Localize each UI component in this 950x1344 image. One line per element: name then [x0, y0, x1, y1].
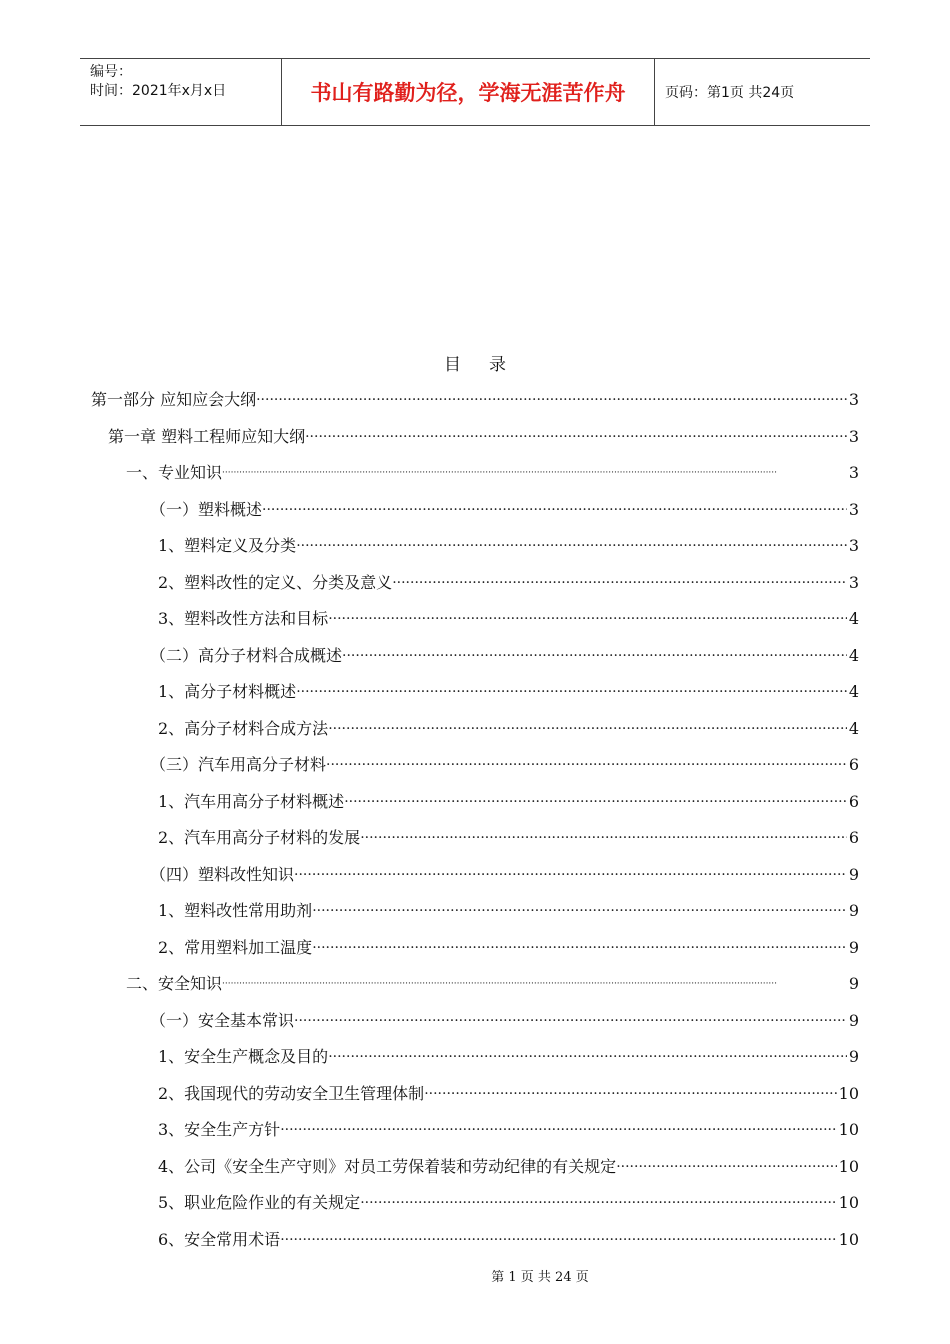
toc-leader-dots — [328, 608, 847, 630]
toc-leader-dots — [305, 426, 847, 448]
toc-leader-dots — [312, 900, 847, 922]
toc-entry-page: 10 — [838, 1193, 859, 1212]
toc-leader-dots — [342, 645, 847, 667]
toc-entry-page: 9 — [848, 864, 859, 884]
toc-entry-page: 3 — [848, 426, 859, 446]
toc-leader-dots — [360, 1192, 836, 1214]
toc-entry-page: 6 — [848, 828, 859, 847]
header-meta — [80, 59, 281, 125]
toc-entry-title: 一、专业知识 — [126, 463, 223, 482]
toc-entry[interactable] — [91, 381, 859, 411]
toc-leader-dots — [326, 754, 847, 776]
toc-leader-dots — [296, 535, 847, 557]
document-header — [80, 58, 870, 126]
toc-entry-title: 3、塑料改性方法和目标 — [158, 609, 329, 628]
toc-entry[interactable] — [158, 673, 859, 703]
toc-leader-dots — [262, 499, 847, 521]
toc-leader-dots — [328, 718, 847, 740]
toc-entry-title: 1、安全生产概念及目的 — [158, 1047, 329, 1066]
toc-entry-page: 9 — [848, 901, 859, 920]
toc-entry[interactable] — [158, 1221, 859, 1251]
header-motto: 书山有路勤为径，学海无涯苦作舟 — [281, 59, 655, 125]
toc-entry-title: 2、我国现代的劳动安全卫生管理体制 — [158, 1083, 425, 1103]
toc-leader-dots — [256, 389, 847, 411]
toc-entry[interactable] — [108, 418, 859, 448]
toc-entry[interactable] — [158, 564, 859, 594]
toc-entry[interactable] — [158, 783, 859, 813]
toc-entry-page: 3 — [848, 463, 859, 482]
toc-entry-page: 10 — [838, 1083, 859, 1103]
toc-entry-title: （三）汽车用高分子材料 — [150, 755, 327, 774]
toc-leader-dots — [616, 1156, 836, 1178]
header-page-info: 页码：第1页 共24页 — [665, 85, 795, 101]
toc-entry-title: （四）塑料改性知识 — [150, 864, 295, 884]
toc-entry[interactable] — [150, 1002, 859, 1032]
toc-leader-dots — [328, 1046, 847, 1068]
toc-entry-title: 2、汽车用高分子材料的发展 — [158, 828, 361, 847]
toc-leader-dots — [280, 1119, 836, 1141]
toc-title: 目录 — [444, 355, 534, 375]
toc-entry-page: 6 — [848, 755, 859, 774]
page-footer: 第 1 页 共 24 页 — [491, 1270, 589, 1285]
toc-entry-page: 10 — [838, 1229, 859, 1249]
toc-entry[interactable] — [158, 1038, 859, 1068]
toc-entry-title: 1、汽车用高分子材料概述 — [158, 791, 345, 811]
toc-entry-title: （一）安全基本常识 — [150, 1010, 295, 1030]
toc-entry[interactable] — [126, 965, 859, 995]
toc-entry-title: （二）高分子材料合成概述 — [150, 645, 343, 665]
toc-leader-dots — [280, 1229, 836, 1251]
toc-entry[interactable] — [158, 892, 859, 922]
toc-entry[interactable] — [158, 819, 859, 849]
toc-entry-page: 4 — [848, 645, 859, 665]
toc-entry-title: 1、高分子材料概述 — [158, 682, 297, 701]
toc-entry-page: 9 — [848, 1047, 859, 1066]
toc-entry-title: 2、高分子材料合成方法 — [158, 718, 329, 738]
toc-entry[interactable] — [158, 1148, 859, 1178]
toc-entry-page: 4 — [848, 718, 859, 738]
toc-entry[interactable] — [150, 491, 859, 521]
toc-entry-title: 1、塑料定义及分类 — [158, 536, 297, 555]
toc-leader-dots — [222, 462, 847, 484]
toc-entry[interactable] — [126, 454, 859, 484]
toc-entry-title: 1、塑料改性常用助剂 — [158, 901, 313, 920]
toc-leader-dots — [360, 827, 847, 849]
toc-entry[interactable] — [158, 929, 859, 959]
toc-entry[interactable] — [158, 1111, 859, 1141]
toc-entry-page: 3 — [848, 499, 859, 519]
toc-entry-title: 第一部分 应知应会大纲 — [91, 390, 257, 409]
toc-entry-page: 10 — [838, 1120, 859, 1139]
time-label: 时间：2021年x月x日 — [90, 83, 227, 99]
number-label: 编号： — [90, 64, 132, 80]
toc-entry[interactable] — [158, 527, 859, 557]
toc-entry-title: 2、常用塑料加工温度 — [158, 937, 313, 957]
toc-entry-page: 3 — [848, 536, 859, 555]
toc-entry[interactable] — [158, 600, 859, 630]
toc-leader-dots — [222, 973, 847, 995]
toc-entry[interactable] — [150, 746, 859, 776]
toc-entry-page: 3 — [848, 390, 859, 409]
toc-entry[interactable] — [150, 856, 859, 886]
toc-entry-title: 6、安全常用术语 — [158, 1229, 281, 1249]
toc-entry-page: 3 — [848, 572, 859, 592]
toc-entry-title: 5、职业危险作业的有关规定 — [158, 1193, 361, 1212]
toc-entry[interactable] — [158, 710, 859, 740]
toc-leader-dots — [296, 681, 847, 703]
toc-leader-dots — [424, 1083, 836, 1105]
toc-entry-page: 6 — [848, 791, 859, 811]
toc-entry-title: 二、安全知识 — [126, 974, 223, 993]
toc-entry-page: 4 — [848, 609, 859, 628]
toc-entry-page: 9 — [848, 937, 859, 957]
toc-entry[interactable] — [158, 1075, 859, 1105]
toc-entry-page: 9 — [848, 974, 859, 993]
toc-entry-title: 3、安全生产方针 — [158, 1120, 281, 1139]
toc-leader-dots — [344, 791, 847, 813]
toc-entry-page: 10 — [838, 1156, 859, 1176]
toc-leader-dots — [392, 572, 847, 594]
toc-entry-title: 4、公司《安全生产守则》对员工劳保着装和劳动纪律的有关规定 — [158, 1156, 617, 1176]
toc-entry-title: 第一章 塑料工程师应知大纲 — [108, 426, 306, 446]
toc-leader-dots — [312, 937, 847, 959]
toc-entry-title: （一）塑料概述 — [150, 499, 263, 519]
toc-entry-title: 2、塑料改性的定义、分类及意义 — [158, 572, 393, 592]
toc-entry[interactable] — [158, 1184, 859, 1214]
toc-leader-dots — [294, 1010, 847, 1032]
toc-leader-dots — [294, 864, 847, 886]
toc-entry-page: 9 — [848, 1010, 859, 1030]
toc-entry-page: 4 — [848, 682, 859, 701]
toc-entry[interactable] — [150, 637, 859, 667]
